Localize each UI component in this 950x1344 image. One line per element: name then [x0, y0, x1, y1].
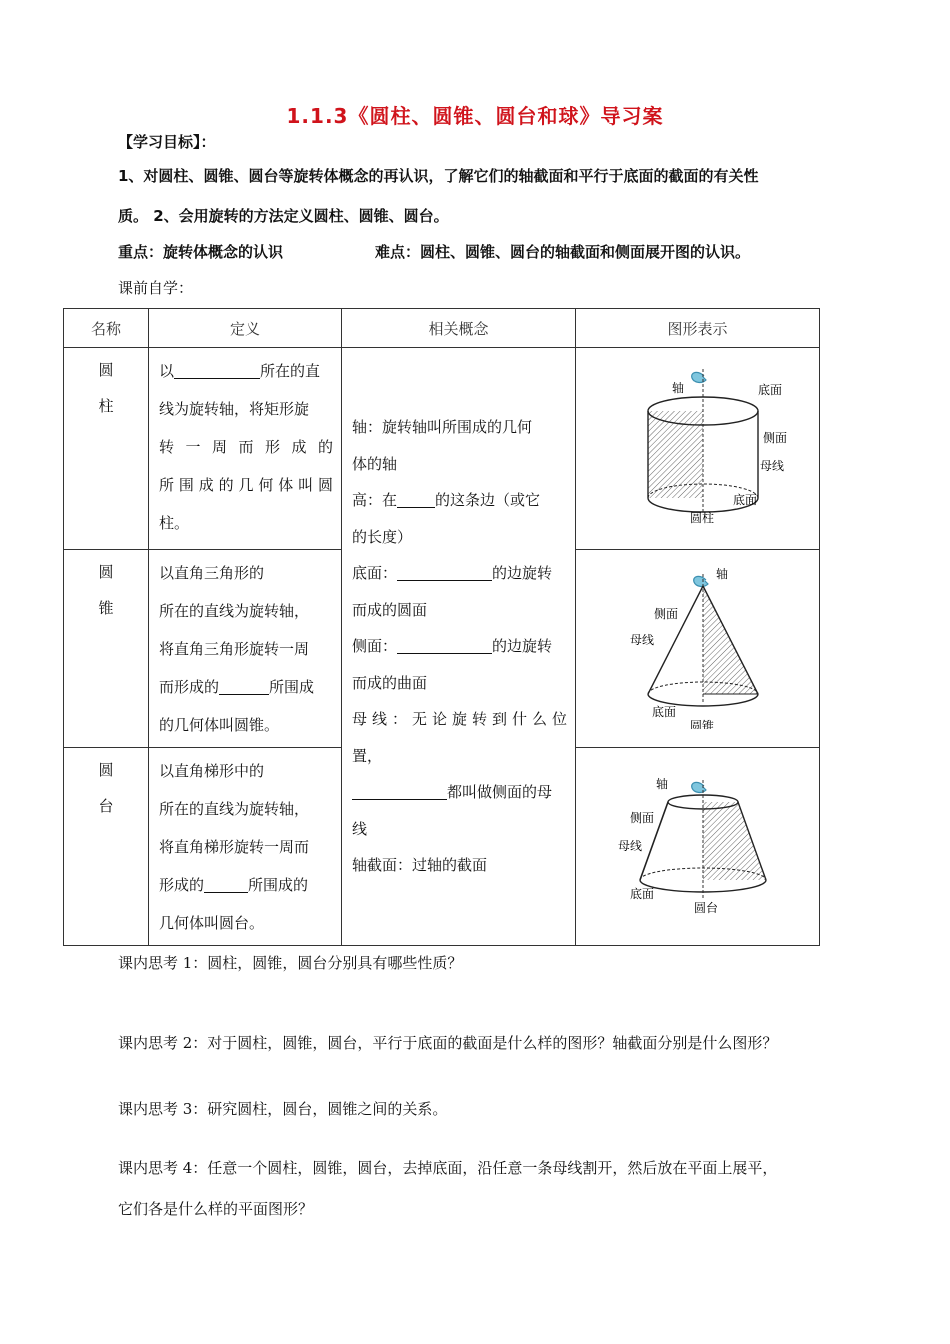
concept-side — [352, 628, 567, 665]
rotation-arrow-icon — [691, 782, 705, 792]
rotation-arrow-icon — [693, 576, 707, 586]
label-bottom-base: 底面 — [651, 705, 676, 719]
def-line: 的几何体叫圆锥。 — [159, 716, 280, 734]
figure-cone — [576, 550, 820, 748]
label-axis: 轴 — [715, 567, 728, 581]
fill-blank[interactable] — [397, 492, 435, 508]
concept-line: 线 — [352, 819, 368, 838]
question-3: 课内思考 3：研究圆柱，圆台，圆锥之间的关系。 — [118, 1100, 448, 1118]
cone-diagram — [608, 564, 788, 729]
concept-line: 体的轴 — [352, 454, 398, 473]
def-text: 形成的 — [159, 876, 205, 894]
figure-cylinder — [576, 348, 820, 550]
question-1: 课内思考 1：圆柱，圆锥，圆台分别具有哪些性质？ — [118, 954, 463, 972]
concept-line: 而成的圆面 — [352, 600, 428, 619]
axial-section-shade — [648, 411, 703, 498]
concept-axis: 轴：旋转轴叫所围成的几何 — [352, 418, 533, 437]
label-frustum: 圆台 — [693, 900, 718, 915]
name-cylinder — [64, 348, 149, 550]
name-char: 圆 — [98, 563, 114, 581]
objective-line-1: 1、对圆柱、圆锥、圆台等旋转体概念的再认识，了解它们的轴截面和平行于底面的截面的有关性 — [118, 167, 759, 185]
page-title: 1.1.3《圆柱、圆锥、圆台和球》导习案 — [286, 104, 664, 128]
label-side: 侧面 — [762, 431, 787, 445]
def-line: 将直角梯形旋转一周而 — [159, 838, 310, 856]
concept-text: 的边旋转 — [492, 564, 553, 583]
concept-line — [352, 774, 567, 811]
def-line: 所在的直线为旋转轴， — [159, 800, 310, 818]
def-line: 柱。 — [159, 514, 190, 532]
label-bottom-base: 底面 — [629, 886, 654, 901]
name-char: 圆 — [98, 761, 114, 779]
name-char: 圆 — [98, 361, 114, 379]
fill-blank[interactable] — [397, 565, 492, 581]
fill-blank[interactable] — [397, 638, 492, 654]
frustum-diagram — [608, 770, 788, 920]
def-text: 而形成的 — [159, 678, 220, 696]
definition-cylinder — [149, 348, 342, 550]
concept-generatrix: 母线：无论旋转到什么位 — [352, 710, 567, 729]
definition-cone — [149, 550, 342, 748]
def-text: 所围成 — [269, 678, 315, 696]
name-cone — [64, 550, 149, 748]
def-line: 以直角三角形的 — [159, 564, 265, 582]
def-text: 所在的直 — [260, 362, 321, 380]
header-figure: 图形表示 — [576, 309, 820, 348]
concept-text: 底面： — [352, 564, 398, 583]
label-generatrix: 母线 — [759, 459, 784, 473]
concept-height — [352, 482, 567, 519]
def-text: 以 — [159, 362, 175, 380]
question-4-continued: 它们各是什么样的平面图形？ — [118, 1200, 314, 1218]
def-line: 所在的直线为旋转轴， — [159, 602, 310, 620]
fill-blank[interactable] — [204, 877, 248, 893]
label-side: 侧面 — [629, 810, 654, 825]
name-char: 柱 — [98, 397, 114, 415]
question-2: 课内思考 2：对于圆柱，圆锥，圆台，平行于底面的截面是什么样的图形？轴截面分别是什么图形？ — [118, 1034, 778, 1052]
concept-text: 的这条边（或它 — [435, 491, 541, 510]
name-char: 锥 — [98, 599, 114, 617]
concept-axial-section: 轴截面：过轴的截面 — [352, 856, 488, 875]
def-line — [159, 352, 333, 390]
concept-text: 的边旋转 — [492, 637, 553, 656]
objectives-heading: 【学习目标】： — [118, 133, 216, 151]
table-header-row — [64, 309, 820, 348]
rotation-arrow-icon — [691, 372, 705, 382]
def-text: 所围成的 — [248, 876, 309, 894]
figure-frustum — [576, 748, 820, 946]
key-point: 重点：旋转体概念的认识 — [118, 243, 284, 261]
label-axis: 轴 — [655, 776, 668, 791]
fill-blank[interactable] — [219, 679, 269, 695]
label-generatrix: 母线 — [629, 633, 654, 647]
header-concepts: 相关概念 — [342, 309, 576, 348]
label-bottom-base: 底面 — [732, 493, 757, 507]
label-generatrix: 母线 — [617, 838, 642, 853]
concept-table — [63, 308, 820, 946]
def-line: 几何体叫圆台。 — [159, 914, 265, 932]
def-line: 以直角梯形中的 — [159, 762, 265, 780]
name-char: 台 — [98, 797, 114, 815]
concept-text: 高：在 — [352, 491, 398, 510]
related-concepts — [342, 348, 576, 946]
header-name: 名称 — [64, 309, 149, 348]
concept-line: 的长度） — [352, 527, 413, 546]
question-4: 课内思考 4：任意一个圆柱，圆锥，圆台，去掉底面，沿任意一条母线割开，然后放在平面上展平， — [118, 1159, 778, 1177]
concept-base — [352, 555, 567, 592]
def-line — [159, 866, 333, 904]
header-definition: 定义 — [149, 309, 342, 348]
label-top-base: 底面 — [757, 383, 782, 397]
def-line: 将直角三角形旋转一周 — [159, 640, 310, 658]
concept-line: 而成的曲面 — [352, 673, 428, 692]
label-axis: 轴 — [671, 381, 684, 395]
label-cone: 圆锥 — [689, 719, 714, 729]
definition-frustum — [149, 748, 342, 946]
def-line: 所围成的几何体叫圆 — [159, 476, 333, 494]
fill-blank[interactable] — [174, 363, 260, 379]
fill-blank[interactable] — [352, 784, 447, 800]
concept-text: 侧面： — [352, 637, 398, 656]
preview-label: 课前自学： — [118, 279, 194, 297]
difficult-point: 难点：圆柱、圆锥、圆台的轴截面和侧面展开图的认识。 — [375, 243, 751, 261]
def-line — [159, 668, 333, 706]
objective-line-2: 质。 2、会用旋转的方法定义圆柱、圆锥、圆台。 — [118, 207, 449, 225]
cylinder-diagram — [608, 364, 788, 529]
concept-line: 置， — [352, 746, 383, 765]
def-line: 转一周而形成的 — [159, 438, 333, 456]
table-row-cylinder — [64, 348, 820, 550]
concept-text: 都叫做侧面的母 — [447, 783, 553, 802]
def-line: 线为旋转轴，将矩形旋 — [159, 400, 310, 418]
label-side: 侧面 — [653, 607, 678, 621]
name-frustum — [64, 748, 149, 946]
label-cylinder: 圆柱 — [689, 511, 714, 525]
